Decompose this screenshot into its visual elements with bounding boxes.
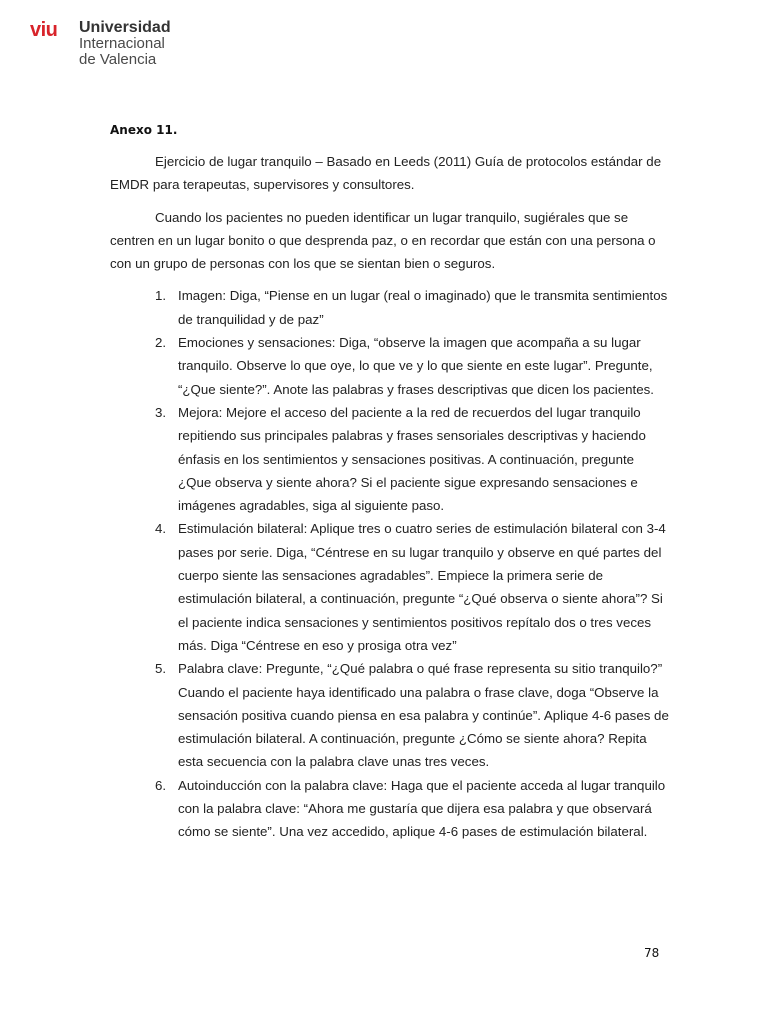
list-text: Palabra clave: Pregunte, “¿Qué palabra o qué frase representa su sitio tranquilo?” Cuando el paciente haya identificado una palabra o frase clave, doga “Observe la sensación positiva cuando piensa en esa palabra y continúe”. Aplique 4-6 pases de estimulación bilateral. A continuación, pregunte ¿Cómo se siente ahora? Repita esta secuencia con la palabra clave unas tres veces. [178,661,669,770]
list-text: Estimulación bilateral: Aplique tres o cuatro series de estimulación bilateral con 3-4 pases por serie. Diga, “Céntrese en su lugar tranquilo y observe en qué partes del cuerpo siente las sensaciones agradables”. Empiece la primera serie de estimulación bilateral, a continuación, pregunte “¿Qué observa o siente ahora”? Si el paciente indica sensaciones y sentimientos positivos repítalo dos o tres veces más. Diga “Céntrese en eso y prosiga otra vez” [178,521,666,653]
list-text: Autoinducción con la palabra clave: Haga que el paciente acceda al lugar tranquilo con la palabra clave: “Ahora me gustaría que dijera esa palabra y que observará cómo se siente”. Una vez accedido, aplique 4-6 pases de estimulación bilateral. [178,777,666,840]
logo-wordmark [79,20,171,68]
list-item [110,284,670,331]
document-body [110,116,670,844]
viu-logo-mark: viu [30,19,58,41]
steps-list [110,284,670,843]
logo-line-3: de Valencia [79,51,157,68]
list-item [110,401,670,517]
list-number: 3. [155,404,167,420]
list-number: 5. [155,661,167,677]
list-number: 6. [155,777,167,793]
list-item [110,657,670,773]
page-number: 78 [644,946,660,960]
list-number: 2. [155,335,167,351]
list-number: 1. [155,288,167,304]
annex-heading: Anexo 11. [110,123,178,137]
logo-line-2: Internacional [79,35,165,52]
list-text: Emociones y sensaciones: Diga, “observe la imagen que acompaña a su lugar tranquilo. Observe lo que oye, lo que ve y lo que siente en este lugar”. Pregunte, “¿Que siente?”. Anote las palabras y frases descriptivas que dicen los pacientes. [178,335,654,397]
list-item [110,331,670,401]
list-text: Imagen: Diga, “Piense en un lugar (real o imaginado) que le transmita sentimientos de tranquilidad y de paz” [178,288,668,327]
logo-line-1: Universidad [79,19,171,36]
list-item [110,774,670,844]
list-item [110,517,670,657]
list-number: 4. [155,521,167,537]
intro-paragraph: Ejercicio de lugar tranquilo – Basado en Leeds (2011) Guía de protocolos estándar de EMDR para terapeutas, supervisores y consultores. [110,154,662,193]
list-text: Mejora: Mejore el acceso del paciente a la red de recuerdos del lugar tranquilo repitiendo sus principales palabras y frases sensoriales descriptivas y haciendo énfasis en los sentimientos y sensaciones positivas. A continuación, pregunte ¿Que observa y siente ahora? Si el paciente sigue expresando sensaciones e imágenes agradables, siga al siguiente paso. [178,404,646,514]
instruction-paragraph: Cuando los pacientes no pueden identificar un lugar tranquilo, sugiérales que se centren en un lugar bonito o que desprenda paz, o en recordar que están con una persona o con un grupo de personas con los que se sientan bien o seguros. [110,209,656,272]
